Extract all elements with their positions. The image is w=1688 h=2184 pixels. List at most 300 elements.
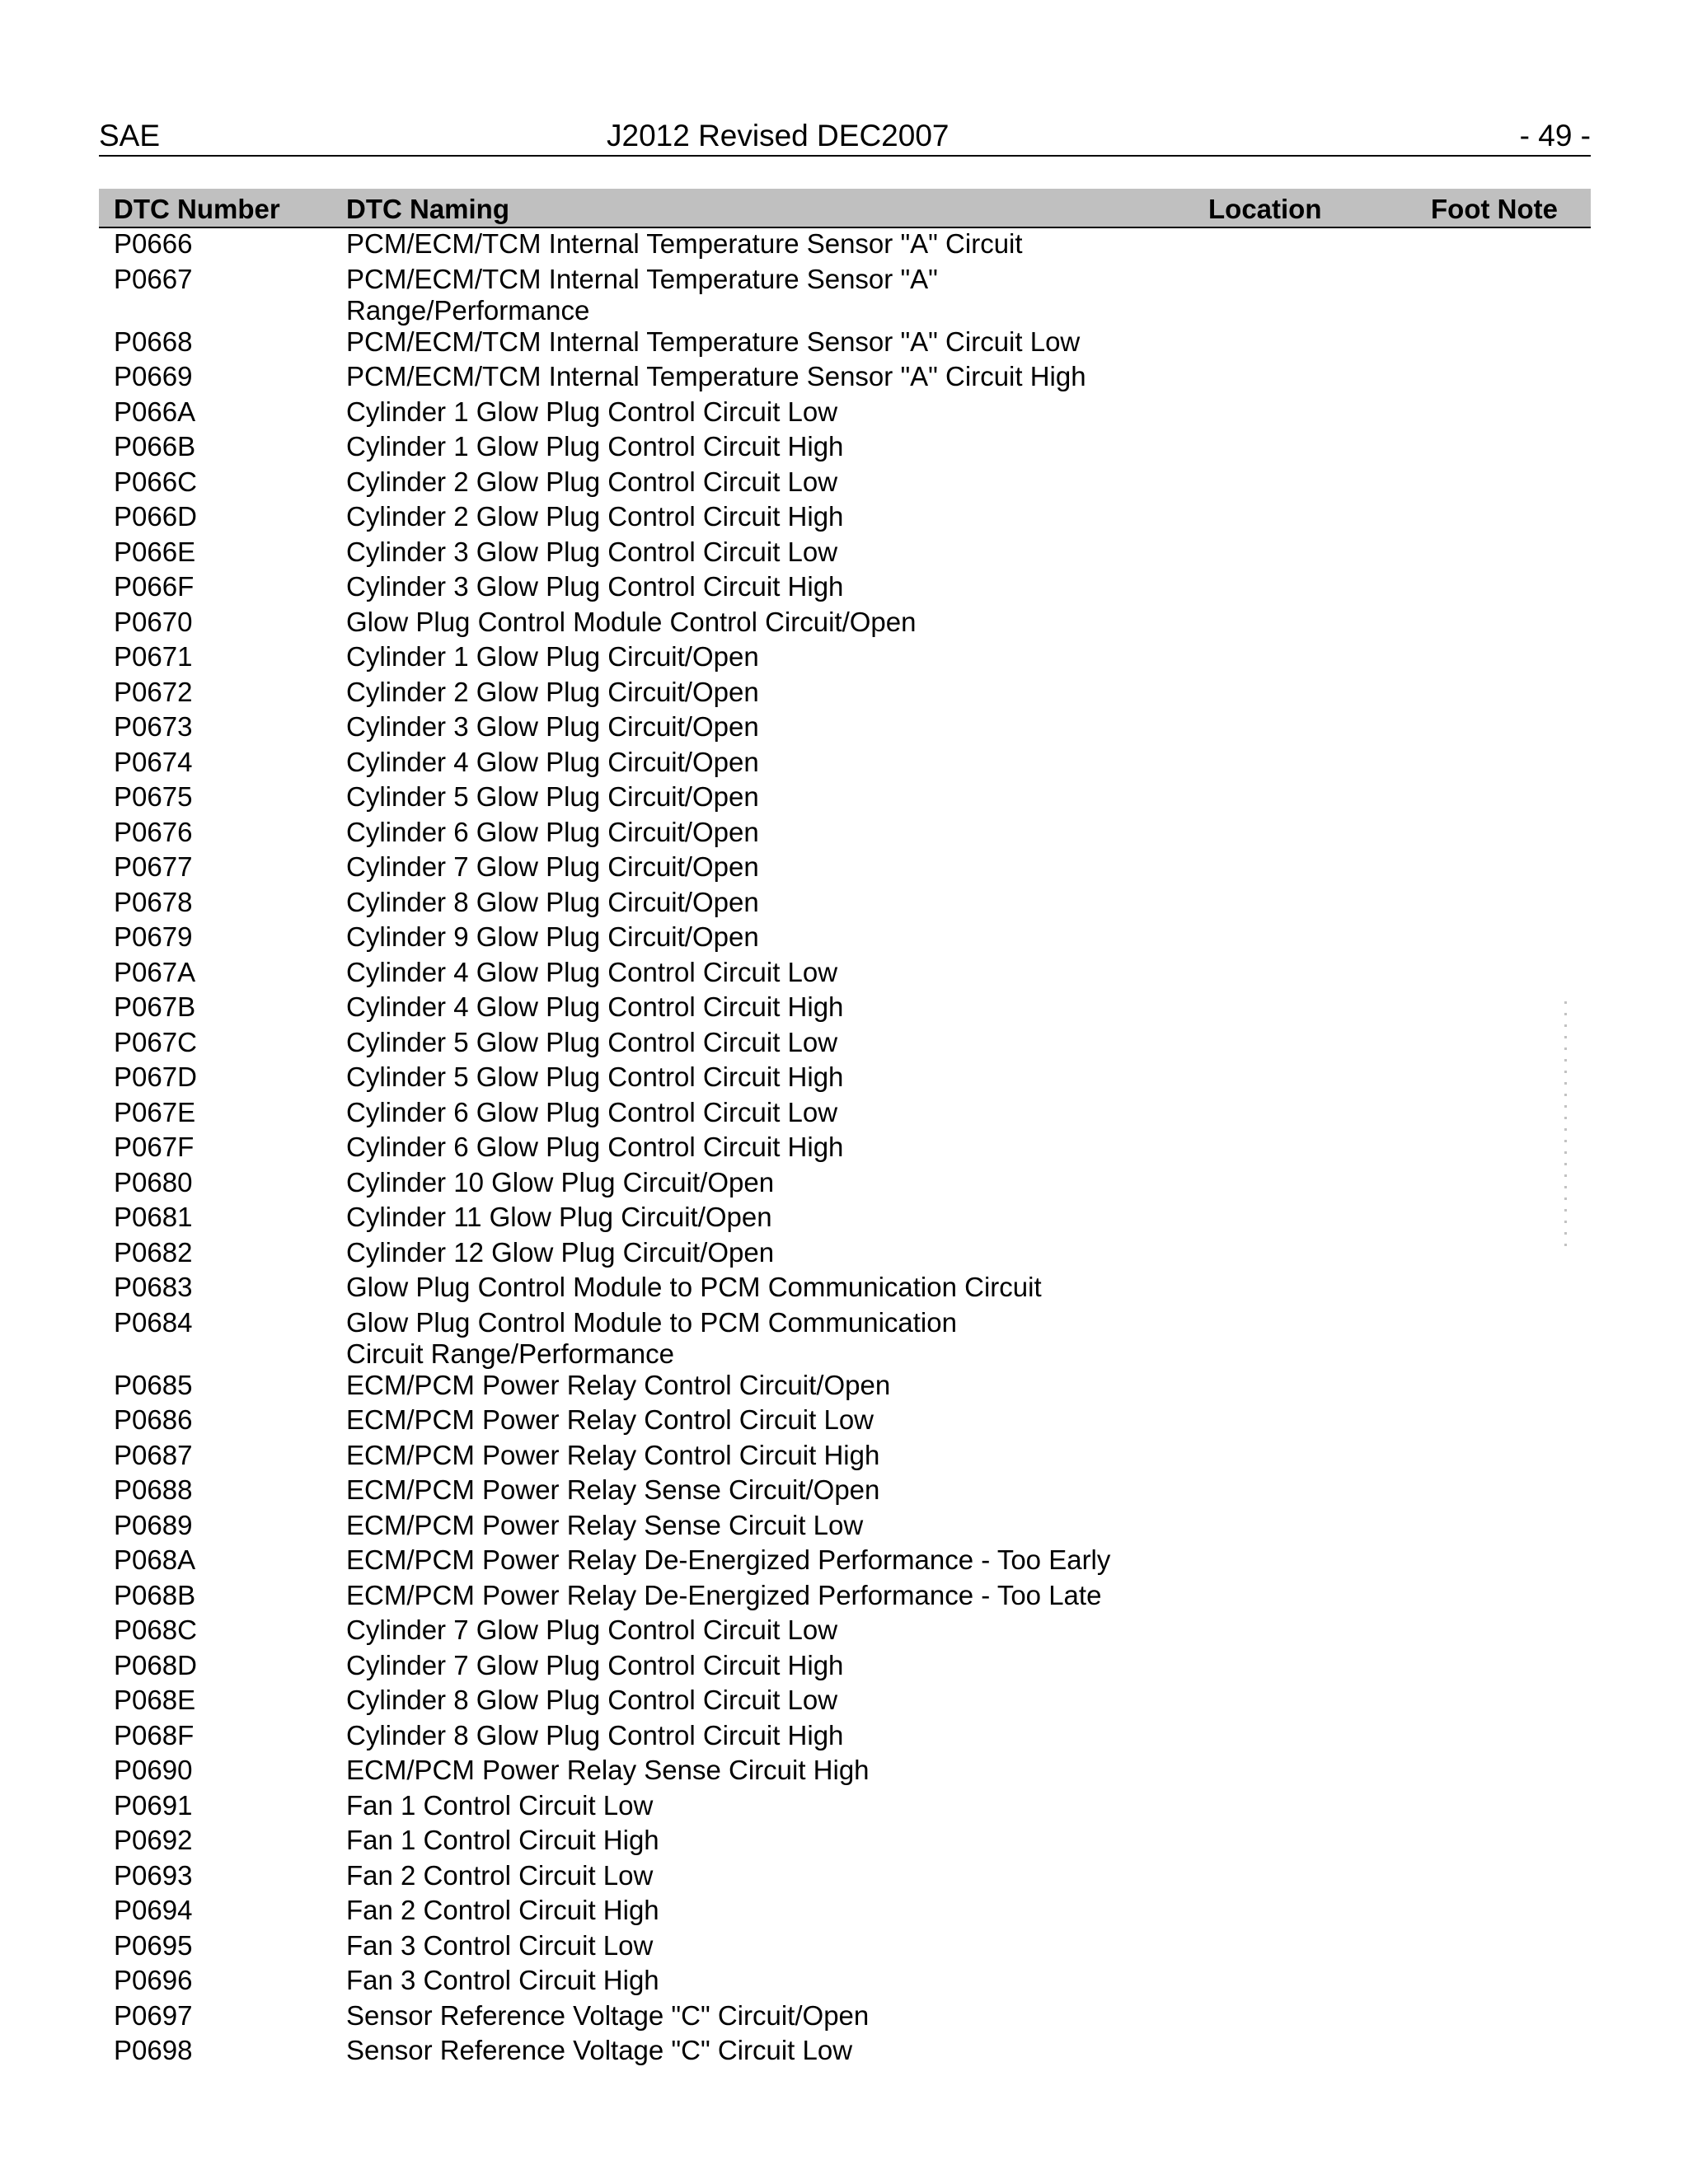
dtc-naming-text: PCM/ECM/TCM Internal Temperature Sensor "A" Circuit bbox=[346, 228, 1023, 259]
dtc-number-cell: P0691 bbox=[114, 1789, 193, 1821]
dtc-number-cell: P0675 bbox=[114, 781, 193, 812]
location-cell bbox=[1208, 1510, 1431, 1545]
location-cell bbox=[1208, 227, 1431, 264]
table-row bbox=[99, 1825, 1591, 1860]
foot-note-cell bbox=[1431, 1930, 1591, 1966]
location-cell bbox=[1208, 326, 1431, 362]
dtc-naming-cell bbox=[346, 1404, 1208, 1440]
dtc-number-cell: P0698 bbox=[114, 2035, 193, 2065]
dtc-number-cell: P0680 bbox=[114, 1166, 193, 1197]
dtc-naming-text: ECM/PCM Power Relay Control Circuit High bbox=[346, 1439, 880, 1470]
foot-note-cell bbox=[1431, 1510, 1591, 1545]
foot-note-cell bbox=[1431, 2000, 1591, 2036]
dtc-number-cell: P0673 bbox=[114, 711, 193, 742]
dtc-number-cell: P066E bbox=[114, 536, 196, 567]
dtc-number-cell: P0676 bbox=[114, 816, 193, 847]
dtc-naming-cell bbox=[346, 1580, 1208, 1615]
dtc-number-cell: P068C bbox=[114, 1615, 197, 1645]
table-row bbox=[99, 1510, 1591, 1545]
dtc-naming-cell bbox=[346, 1790, 1208, 1825]
dtc-naming-cell bbox=[346, 1720, 1208, 1755]
dtc-naming-text: Cylinder 6 Glow Plug Control Circuit High bbox=[346, 1132, 844, 1162]
foot-note-cell bbox=[1431, 466, 1591, 502]
location-cell bbox=[1208, 1720, 1431, 1755]
table-row bbox=[99, 361, 1591, 396]
dtc-naming-cell bbox=[346, 1685, 1208, 1720]
dtc-number-cell: P0671 bbox=[114, 641, 193, 672]
location-cell bbox=[1208, 1965, 1431, 2000]
dtc-number-cell: P0697 bbox=[114, 1999, 193, 2031]
location-cell bbox=[1208, 1895, 1431, 1930]
foot-note-cell bbox=[1431, 1755, 1591, 1790]
table-row bbox=[99, 227, 1591, 264]
dtc-naming-cell bbox=[346, 1062, 1208, 1097]
table-row bbox=[99, 1650, 1591, 1685]
location-cell bbox=[1208, 537, 1431, 572]
table-row bbox=[99, 887, 1591, 922]
dtc-naming-text: Cylinder 3 Glow Plug Circuit/Open bbox=[346, 711, 759, 742]
dtc-naming-text: Cylinder 12 Glow Plug Circuit/Open bbox=[346, 1236, 775, 1268]
dtc-number-cell: P067F bbox=[114, 1132, 195, 1162]
dtc-naming-cell bbox=[346, 537, 1208, 572]
dtc-naming-text: Cylinder 9 Glow Plug Circuit/Open bbox=[346, 921, 759, 952]
table-row bbox=[99, 1544, 1591, 1580]
dtc-number-cell: P0674 bbox=[114, 746, 193, 777]
foot-note-cell bbox=[1431, 1860, 1591, 1896]
location-cell bbox=[1208, 921, 1431, 957]
foot-note-cell bbox=[1431, 227, 1591, 264]
column-header-dtc-naming: DTC Naming bbox=[346, 189, 1208, 227]
table-row bbox=[99, 1720, 1591, 1755]
foot-note-cell bbox=[1431, 326, 1591, 362]
org-label: SAE bbox=[99, 119, 161, 152]
dtc-naming-text: ECM/PCM Power Relay Sense Circuit High bbox=[346, 1755, 870, 1785]
dtc-naming-cell bbox=[346, 1167, 1208, 1202]
table-row bbox=[99, 571, 1591, 607]
dtc-naming-cell bbox=[346, 781, 1208, 817]
location-cell bbox=[1208, 1202, 1431, 1237]
table-row bbox=[99, 851, 1591, 887]
dtc-naming-cell bbox=[346, 1930, 1208, 1966]
dtc-naming-cell bbox=[346, 957, 1208, 992]
dtc-naming-text: ECM/PCM Power Relay Sense Circuit Low bbox=[346, 1509, 864, 1540]
dtc-naming-text: Cylinder 11 Glow Plug Circuit/Open bbox=[346, 1202, 772, 1232]
table-row bbox=[99, 1132, 1591, 1167]
table-row bbox=[99, 607, 1591, 642]
dtc-naming-text: Glow Plug Control Module to PCM Communication Circuit Range/Performance bbox=[346, 1306, 957, 1369]
dtc-naming-text: Cylinder 1 Glow Plug Control Circuit Low bbox=[346, 396, 838, 427]
location-cell bbox=[1208, 1027, 1431, 1062]
table-row bbox=[99, 711, 1591, 747]
table-row bbox=[99, 1615, 1591, 1650]
page-number: - 49 - bbox=[1519, 119, 1591, 152]
foot-note-cell bbox=[1431, 1650, 1591, 1685]
foot-note-cell bbox=[1431, 1404, 1591, 1440]
table-row bbox=[99, 1895, 1591, 1930]
location-cell bbox=[1208, 957, 1431, 992]
location-cell bbox=[1208, 817, 1431, 852]
dtc-number-cell: P0679 bbox=[114, 921, 193, 952]
location-cell bbox=[1208, 1755, 1431, 1790]
dtc-naming-text: Cylinder 6 Glow Plug Control Circuit Low bbox=[346, 1096, 838, 1127]
location-cell bbox=[1208, 501, 1431, 537]
location-cell bbox=[1208, 396, 1431, 432]
dtc-naming-text: Cylinder 1 Glow Plug Circuit/Open bbox=[346, 641, 759, 672]
foot-note-cell bbox=[1431, 747, 1591, 782]
foot-note-cell bbox=[1431, 1580, 1591, 1615]
dtc-naming-text: ECM/PCM Power Relay De-Energized Performance - Too Late bbox=[346, 1579, 1102, 1610]
dtc-naming-text: Fan 3 Control Circuit Low bbox=[346, 1929, 654, 1961]
table-row bbox=[99, 1272, 1591, 1307]
table-row bbox=[99, 1237, 1591, 1272]
foot-note-cell bbox=[1431, 1272, 1591, 1307]
dtc-number-cell: P066F bbox=[114, 571, 195, 602]
dtc-number-cell: P0669 bbox=[114, 361, 193, 391]
dtc-naming-cell bbox=[346, 1755, 1208, 1790]
location-cell bbox=[1208, 851, 1431, 887]
dtc-naming-cell bbox=[346, 361, 1208, 396]
dtc-naming-text: Cylinder 4 Glow Plug Control Circuit High bbox=[346, 991, 844, 1022]
dtc-naming-text: Cylinder 8 Glow Plug Control Circuit Low bbox=[346, 1685, 838, 1715]
foot-note-cell bbox=[1431, 887, 1591, 922]
dtc-naming-cell bbox=[346, 1132, 1208, 1167]
foot-note-cell bbox=[1431, 1544, 1591, 1580]
table-row bbox=[99, 1027, 1591, 1062]
dtc-naming-cell bbox=[346, 677, 1208, 712]
foot-note-cell bbox=[1431, 501, 1591, 537]
foot-note-cell bbox=[1431, 1615, 1591, 1650]
foot-note-cell bbox=[1431, 677, 1591, 712]
dtc-number-cell: P0668 bbox=[114, 326, 193, 357]
dtc-number-cell: P0687 bbox=[114, 1439, 193, 1470]
dtc-naming-text: ECM/PCM Power Relay Control Circuit/Open bbox=[346, 1369, 891, 1400]
dtc-naming-text: Glow Plug Control Module to PCM Communication Circuit bbox=[346, 1272, 1042, 1302]
location-cell bbox=[1208, 1167, 1431, 1202]
dtc-naming-text: PCM/ECM/TCM Internal Temperature Sensor "A" Circuit High bbox=[346, 361, 1086, 391]
foot-note-cell bbox=[1431, 1440, 1591, 1475]
dtc-naming-text: Fan 1 Control Circuit High bbox=[346, 1825, 659, 1855]
dtc-naming-text: Cylinder 6 Glow Plug Circuit/Open bbox=[346, 816, 759, 847]
dtc-naming-cell bbox=[346, 1860, 1208, 1896]
location-cell bbox=[1208, 781, 1431, 817]
column-header-dtc-number: DTC Number bbox=[99, 189, 346, 227]
dtc-naming-cell bbox=[346, 1237, 1208, 1272]
dtc-table bbox=[99, 189, 1591, 2070]
table-row bbox=[99, 921, 1591, 957]
dtc-naming-cell bbox=[346, 1202, 1208, 1237]
table-row bbox=[99, 537, 1591, 572]
dtc-number-cell: P0684 bbox=[114, 1306, 193, 1338]
foot-note-cell bbox=[1431, 264, 1591, 326]
location-cell bbox=[1208, 1404, 1431, 1440]
dtc-naming-text: Cylinder 5 Glow Plug Circuit/Open bbox=[346, 781, 759, 812]
dtc-number-cell: P068B bbox=[114, 1579, 196, 1610]
dtc-number-cell: P0672 bbox=[114, 676, 193, 707]
dtc-number-cell: P066B bbox=[114, 431, 196, 462]
dtc-naming-text: Fan 1 Control Circuit Low bbox=[346, 1789, 654, 1821]
page-header bbox=[99, 117, 1591, 157]
dtc-naming-cell bbox=[346, 1307, 1208, 1370]
dtc-naming-text: Cylinder 7 Glow Plug Control Circuit Low bbox=[346, 1615, 838, 1645]
location-cell bbox=[1208, 1370, 1431, 1405]
foot-note-cell bbox=[1431, 711, 1591, 747]
dtc-naming-cell bbox=[346, 1097, 1208, 1132]
dtc-naming-cell bbox=[346, 1510, 1208, 1545]
foot-note-cell bbox=[1431, 537, 1591, 572]
dtc-number-cell: P0667 bbox=[114, 263, 193, 294]
dtc-naming-cell bbox=[346, 921, 1208, 957]
dtc-number-cell: P068F bbox=[114, 1719, 195, 1750]
location-cell bbox=[1208, 1825, 1431, 1860]
dtc-naming-cell bbox=[346, 641, 1208, 677]
dtc-naming-text: PCM/ECM/TCM Internal Temperature Sensor "A" Range/Performance bbox=[346, 263, 938, 326]
dtc-number-cell: P0670 bbox=[114, 606, 193, 637]
foot-note-cell bbox=[1431, 571, 1591, 607]
location-cell bbox=[1208, 1860, 1431, 1896]
table-row bbox=[99, 1474, 1591, 1510]
dtc-naming-cell bbox=[346, 1440, 1208, 1475]
table-row bbox=[99, 1860, 1591, 1896]
foot-note-cell bbox=[1431, 851, 1591, 887]
dtc-number-cell: P0696 bbox=[114, 1965, 193, 1995]
table-row bbox=[99, 501, 1591, 537]
dtc-number-cell: P066C bbox=[114, 466, 197, 497]
dtc-naming-text: Cylinder 1 Glow Plug Control Circuit High bbox=[346, 431, 844, 462]
location-cell bbox=[1208, 677, 1431, 712]
dtc-naming-text: Cylinder 8 Glow Plug Control Circuit High bbox=[346, 1719, 844, 1750]
location-cell bbox=[1208, 1307, 1431, 1370]
location-cell bbox=[1208, 711, 1431, 747]
foot-note-cell bbox=[1431, 921, 1591, 957]
dtc-naming-cell bbox=[346, 1650, 1208, 1685]
foot-note-cell bbox=[1431, 1370, 1591, 1405]
dtc-naming-text: Cylinder 3 Glow Plug Control Circuit High bbox=[346, 571, 844, 602]
table-row bbox=[99, 1440, 1591, 1475]
location-cell bbox=[1208, 1474, 1431, 1510]
dtc-naming-cell bbox=[346, 817, 1208, 852]
dtc-naming-cell bbox=[346, 396, 1208, 432]
table-row bbox=[99, 781, 1591, 817]
dtc-naming-text: Cylinder 5 Glow Plug Control Circuit Low bbox=[346, 1026, 838, 1057]
dtc-number-cell: P068A bbox=[114, 1544, 196, 1575]
dtc-number-cell: P0685 bbox=[114, 1369, 193, 1400]
location-cell bbox=[1208, 466, 1431, 502]
location-cell bbox=[1208, 1790, 1431, 1825]
dtc-number-cell: P0689 bbox=[114, 1509, 193, 1540]
dtc-naming-cell bbox=[346, 227, 1208, 264]
dtc-number-cell: P0695 bbox=[114, 1929, 193, 1961]
table-body bbox=[99, 227, 1591, 2070]
dtc-number-cell: P068D bbox=[114, 1649, 197, 1680]
dtc-naming-text: Cylinder 4 Glow Plug Circuit/Open bbox=[346, 746, 759, 777]
dtc-naming-text: Cylinder 7 Glow Plug Control Circuit High bbox=[346, 1649, 844, 1680]
dtc-naming-cell bbox=[346, 1615, 1208, 1650]
table-row bbox=[99, 1202, 1591, 1237]
foot-note-cell bbox=[1431, 641, 1591, 677]
dtc-naming-cell bbox=[346, 1027, 1208, 1062]
dtc-naming-text: ECM/PCM Power Relay Sense Circuit/Open bbox=[346, 1474, 880, 1505]
table-row bbox=[99, 1097, 1591, 1132]
dtc-number-cell: P068E bbox=[114, 1685, 196, 1715]
table-row bbox=[99, 264, 1591, 326]
dtc-naming-cell bbox=[346, 747, 1208, 782]
dtc-naming-text: Cylinder 2 Glow Plug Control Circuit Low bbox=[346, 466, 838, 497]
dtc-naming-text: Fan 2 Control Circuit Low bbox=[346, 1859, 654, 1891]
column-header-location: Location bbox=[1208, 189, 1431, 227]
dtc-number-cell: P0686 bbox=[114, 1404, 193, 1435]
dtc-naming-cell bbox=[346, 466, 1208, 502]
location-cell bbox=[1208, 1097, 1431, 1132]
location-cell bbox=[1208, 1062, 1431, 1097]
location-cell bbox=[1208, 991, 1431, 1027]
foot-note-cell bbox=[1431, 1720, 1591, 1755]
dtc-naming-cell bbox=[346, 1825, 1208, 1860]
foot-note-cell bbox=[1431, 607, 1591, 642]
margin-scan-mark bbox=[1564, 1001, 1567, 1249]
table-row bbox=[99, 641, 1591, 677]
dtc-number-cell: P0683 bbox=[114, 1272, 193, 1302]
dtc-naming-cell bbox=[346, 501, 1208, 537]
location-cell bbox=[1208, 264, 1431, 326]
table-row bbox=[99, 677, 1591, 712]
table-row bbox=[99, 2000, 1591, 2036]
dtc-naming-cell bbox=[346, 2000, 1208, 2036]
dtc-naming-cell bbox=[346, 851, 1208, 887]
table-row bbox=[99, 1930, 1591, 1966]
table-row bbox=[99, 1755, 1591, 1790]
table-row bbox=[99, 1307, 1591, 1370]
column-header-foot-note: Foot Note bbox=[1431, 189, 1591, 227]
dtc-number-cell: P067B bbox=[114, 991, 196, 1022]
dtc-number-cell: P0694 bbox=[114, 1895, 193, 1925]
table-row bbox=[99, 1062, 1591, 1097]
location-cell bbox=[1208, 607, 1431, 642]
table-row bbox=[99, 2035, 1591, 2070]
foot-note-cell bbox=[1431, 431, 1591, 466]
location-cell bbox=[1208, 1930, 1431, 1966]
location-cell bbox=[1208, 1440, 1431, 1475]
table-row bbox=[99, 466, 1591, 502]
dtc-number-cell: P0677 bbox=[114, 851, 193, 882]
dtc-naming-cell bbox=[346, 1965, 1208, 2000]
location-cell bbox=[1208, 641, 1431, 677]
location-cell bbox=[1208, 1544, 1431, 1580]
location-cell bbox=[1208, 1132, 1431, 1167]
dtc-naming-cell bbox=[346, 264, 1208, 326]
foot-note-cell bbox=[1431, 1825, 1591, 1860]
foot-note-cell bbox=[1431, 781, 1591, 817]
table-row bbox=[99, 1167, 1591, 1202]
table-row bbox=[99, 1370, 1591, 1405]
dtc-naming-text: Cylinder 4 Glow Plug Control Circuit Low bbox=[346, 956, 838, 987]
dtc-naming-cell bbox=[346, 326, 1208, 362]
dtc-number-cell: P0690 bbox=[114, 1755, 193, 1785]
dtc-naming-text: Cylinder 2 Glow Plug Circuit/Open bbox=[346, 676, 759, 707]
table-row bbox=[99, 957, 1591, 992]
foot-note-cell bbox=[1431, 1790, 1591, 1825]
dtc-number-cell: P0692 bbox=[114, 1825, 193, 1855]
table-row bbox=[99, 1580, 1591, 1615]
table-row bbox=[99, 326, 1591, 362]
dtc-naming-text: Cylinder 3 Glow Plug Control Circuit Low bbox=[346, 536, 838, 567]
dtc-number-cell: P0681 bbox=[114, 1202, 193, 1232]
location-cell bbox=[1208, 571, 1431, 607]
location-cell bbox=[1208, 431, 1431, 466]
document-id: J2012 Revised DEC2007 bbox=[607, 119, 950, 152]
foot-note-cell bbox=[1431, 1307, 1591, 1370]
dtc-number-cell: P067A bbox=[114, 956, 196, 987]
table-row bbox=[99, 1790, 1591, 1825]
foot-note-cell bbox=[1431, 2035, 1591, 2070]
dtc-naming-cell bbox=[346, 1474, 1208, 1510]
table-header-row bbox=[99, 189, 1591, 227]
dtc-number-cell: P066A bbox=[114, 396, 196, 427]
dtc-naming-cell bbox=[346, 711, 1208, 747]
location-cell bbox=[1208, 887, 1431, 922]
dtc-naming-text: Cylinder 7 Glow Plug Circuit/Open bbox=[346, 851, 759, 882]
location-cell bbox=[1208, 1650, 1431, 1685]
dtc-naming-text: ECM/PCM Power Relay Control Circuit Low bbox=[346, 1404, 874, 1435]
table-row bbox=[99, 1965, 1591, 2000]
dtc-naming-text: Sensor Reference Voltage "C" Circuit Low bbox=[346, 2035, 853, 2065]
location-cell bbox=[1208, 1685, 1431, 1720]
foot-note-cell bbox=[1431, 1685, 1591, 1720]
dtc-number-cell: P0678 bbox=[114, 886, 193, 917]
dtc-number-cell: P067E bbox=[114, 1096, 196, 1127]
location-cell bbox=[1208, 1237, 1431, 1272]
foot-note-cell bbox=[1431, 957, 1591, 992]
dtc-number-cell: P0688 bbox=[114, 1474, 193, 1505]
location-cell bbox=[1208, 2000, 1431, 2036]
dtc-number-cell: P0693 bbox=[114, 1859, 193, 1891]
dtc-naming-text: Glow Plug Control Module Control Circuit/Open bbox=[346, 606, 917, 637]
table-row bbox=[99, 396, 1591, 432]
foot-note-cell bbox=[1431, 1965, 1591, 2000]
dtc-naming-cell bbox=[346, 571, 1208, 607]
dtc-naming-cell bbox=[346, 607, 1208, 642]
location-cell bbox=[1208, 1272, 1431, 1307]
foot-note-cell bbox=[1431, 361, 1591, 396]
table-row bbox=[99, 1404, 1591, 1440]
foot-note-cell bbox=[1431, 1895, 1591, 1930]
dtc-number-cell: P067C bbox=[114, 1026, 197, 1057]
dtc-naming-text: Fan 2 Control Circuit High bbox=[346, 1895, 659, 1925]
dtc-naming-text: Fan 3 Control Circuit High bbox=[346, 1965, 659, 1995]
table-row bbox=[99, 817, 1591, 852]
location-cell bbox=[1208, 361, 1431, 396]
dtc-naming-cell bbox=[346, 1370, 1208, 1405]
dtc-naming-cell bbox=[346, 2035, 1208, 2070]
location-cell bbox=[1208, 747, 1431, 782]
dtc-naming-cell bbox=[346, 1895, 1208, 1930]
foot-note-cell bbox=[1431, 1474, 1591, 1510]
dtc-naming-cell bbox=[346, 887, 1208, 922]
dtc-naming-cell bbox=[346, 1272, 1208, 1307]
dtc-naming-cell bbox=[346, 1544, 1208, 1580]
dtc-naming-cell bbox=[346, 991, 1208, 1027]
dtc-number-cell: P0682 bbox=[114, 1236, 193, 1268]
foot-note-cell bbox=[1431, 817, 1591, 852]
dtc-naming-text: ECM/PCM Power Relay De-Energized Performance - Too Early bbox=[346, 1544, 1111, 1575]
location-cell bbox=[1208, 1615, 1431, 1650]
table-row bbox=[99, 747, 1591, 782]
dtc-naming-text: Cylinder 5 Glow Plug Control Circuit High bbox=[346, 1062, 844, 1092]
dtc-naming-text: PCM/ECM/TCM Internal Temperature Sensor "A" Circuit Low bbox=[346, 326, 1081, 357]
dtc-naming-cell bbox=[346, 431, 1208, 466]
location-cell bbox=[1208, 2035, 1431, 2070]
dtc-naming-text: Cylinder 2 Glow Plug Control Circuit High bbox=[346, 501, 844, 532]
dtc-naming-text: Cylinder 10 Glow Plug Circuit/Open bbox=[346, 1166, 775, 1197]
